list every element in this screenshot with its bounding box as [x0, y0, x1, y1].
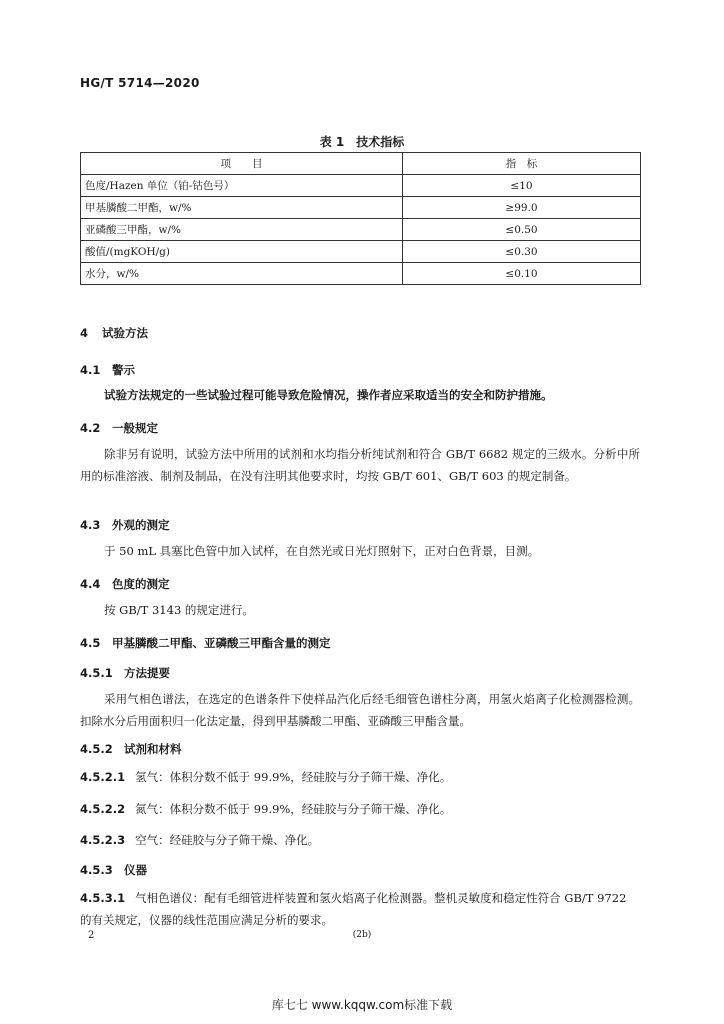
table-caption: 表 1 技术指标 — [319, 135, 405, 149]
column-header-item: 项 目 — [81, 153, 403, 175]
section-title: 外观的测定 — [112, 518, 170, 532]
section-title: 试验方法 — [102, 326, 148, 340]
section-4-1-heading — [80, 362, 135, 378]
reagent-air — [80, 829, 640, 851]
section-number: 4.5.2 — [80, 742, 113, 756]
section-number: 4.5.1 — [80, 666, 113, 680]
section-title: 方法提要 — [124, 666, 170, 680]
color-text: 按 GB/T 3143 的规定进行。 — [104, 603, 254, 617]
instrument-gc — [80, 887, 640, 931]
item-number: 4.5.3.1 — [80, 891, 126, 905]
row-item-label: 亚磷酸三甲酯，w/% — [81, 219, 403, 241]
section-title: 色度的测定 — [112, 577, 170, 591]
general-rules-text: 除非另有说明，试验方法中所用的试剂和水均指分析纯试剂和符合 GB/T 6682 规定的三级水。分析中所用的标准溶液、制剂及制品，在没有注明其他要求时，均按 GB/T 601、GB/T 603 的规定制备。 — [80, 447, 640, 483]
section-title: 仪器 — [124, 863, 147, 877]
standard-number-header: HG/T 5714—2020 — [80, 76, 200, 90]
section-4-heading — [80, 325, 148, 341]
section-4-5-2-heading — [80, 741, 182, 757]
section-number: 4.2 — [80, 421, 101, 435]
appearance-text: 于 50 mL 具塞比色管中加入试样，在自然光或日光灯照射下，正对白色背景，目测。 — [104, 544, 540, 558]
row-value: ≤0.50 — [403, 219, 641, 241]
section-4-3-heading — [80, 517, 170, 533]
section-4-5-3-heading — [80, 862, 147, 878]
item-number: 4.5.2.2 — [80, 802, 126, 816]
section-title: 试剂和材料 — [124, 742, 182, 756]
table-row — [81, 263, 641, 285]
section-4-5-heading — [80, 635, 331, 651]
table-header-row — [81, 153, 641, 175]
table-row — [81, 175, 641, 197]
item-text: 氢气：体积分数不低于 99.9%，经硅胶与分子筛干燥、净化。 — [135, 770, 452, 784]
row-value: ≤0.30 — [403, 241, 641, 263]
section-4-4-heading — [80, 576, 170, 592]
section-number: 4 — [80, 326, 89, 340]
table-row — [81, 241, 641, 263]
section-number: 4.5 — [80, 636, 101, 650]
item-text: 空气：经硅胶与分子筛干燥、净化。 — [135, 833, 320, 847]
column-header-index: 指 标 — [403, 153, 641, 175]
section-number: 4.3 — [80, 518, 101, 532]
section-4-5-1-heading — [80, 665, 170, 681]
section-4-2-heading — [80, 420, 158, 436]
row-item-label: 色度/Hazen 单位（铂-钴色号） — [81, 175, 403, 197]
page-number: 2 — [88, 930, 95, 941]
section-number: 4.5.3 — [80, 863, 113, 877]
row-item-label: 甲基膦酸二甲酯，w/% — [81, 197, 403, 219]
method-summary-text: 采用气相色谱法，在选定的色谱条件下使样品汽化后经毛细管色谱柱分离，用氢火焰离子化检测器检测。扣除水分后用面积归一化法定量，得到甲基膦酸二甲酯、亚磷酸三甲酯含量。 — [80, 692, 640, 728]
reagent-hydrogen — [80, 766, 640, 788]
download-footer: 库七七 www.kqqw.com标准下载 — [271, 998, 453, 1012]
row-item-label: 水分，w/% — [81, 263, 403, 285]
warning-text: 试验方法规定的一些试验过程可能导致危险情况，操作者应采取适当的安全和防护措施。 — [104, 388, 553, 402]
item-number: 4.5.2.3 — [80, 833, 126, 847]
technical-spec-table — [80, 152, 641, 285]
section-title: 甲基膦酸二甲酯、亚磷酸三甲酯含量的测定 — [112, 636, 331, 650]
item-text: 氮气：体积分数不低于 99.9%，经硅胶与分子筛干燥、净化。 — [135, 802, 452, 816]
section-title: 一般规定 — [112, 421, 158, 435]
reagent-nitrogen — [80, 798, 640, 820]
row-value: ≤0.10 — [403, 263, 641, 285]
row-value: ≤10 — [403, 175, 641, 197]
section-number: 4.1 — [80, 363, 101, 377]
row-value: ≥99.0 — [403, 197, 641, 219]
row-item-label: 酸值/(mgKOH/g) — [81, 241, 403, 263]
table-row — [81, 219, 641, 241]
table-row — [81, 197, 641, 219]
item-number: 4.5.2.1 — [80, 770, 126, 784]
section-number: 4.4 — [80, 577, 101, 591]
section-title: 警示 — [112, 363, 135, 377]
item-text: 气相色谱仪：配有毛细管进样装置和氢火焰离子化检测器。整机灵敏度和稳定性符合 GB/T 9722 的有关规定，仪器的线性范围应满足分析的要求。 — [80, 891, 627, 927]
page-code: (2b) — [352, 930, 372, 940]
